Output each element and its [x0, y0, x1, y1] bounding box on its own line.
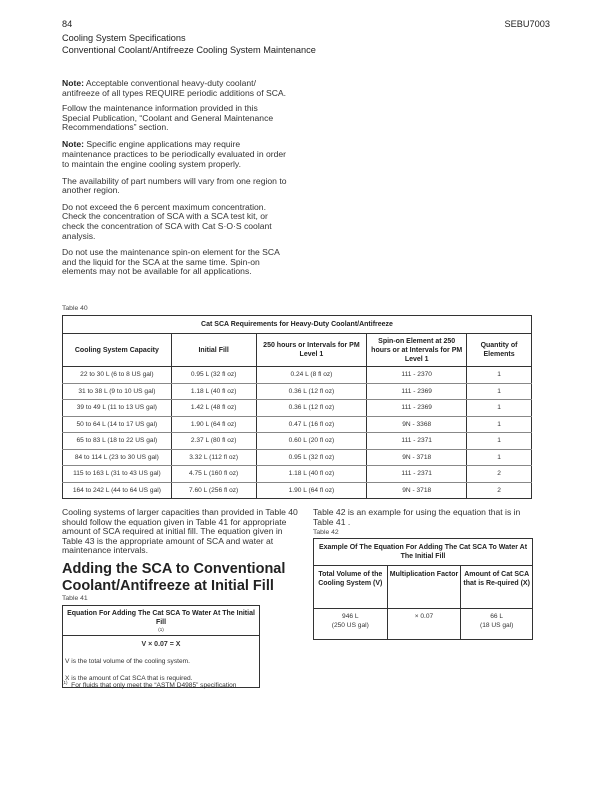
equation: V × 0.07 = X	[63, 636, 260, 654]
table-row: 39 to 49 L (11 to 13 US gal) 1.42 L (48 fl oz) 0.36 L (12 fl oz) 111 - 2369 1	[63, 400, 532, 417]
paragraph-7: Cooling systems of larger capacities than provided in Table 40 should follow the equation given in Table 41 for appropriate amount of SCA required at initial fill. The equation given in Table 43 is the appropriate amount of SCA and water at maintenance intervals.	[62, 507, 298, 556]
table-row: 50 to 64 L (14 to 17 US gal) 1.90 L (64 fl oz) 0.47 L (16 fl oz) 9N - 3368 1	[63, 416, 532, 433]
table-row: 84 to 114 L (23 to 30 US gal) 3.32 L (112 fl oz) 0.95 L (32 fl oz) 9N - 3718 1	[63, 449, 532, 466]
column-header: Cooling System Capacity	[63, 334, 172, 367]
example-table	[313, 538, 533, 640]
column-header: Quantity of Elements	[467, 334, 532, 367]
table-row: 115 to 163 L (31 to 43 US gal) 4.75 L (160 fl oz) 1.18 L (40 fl oz) 111 - 2371 2	[63, 466, 532, 483]
section-heading: Adding the SCA to Conventional Coolant/Antifreeze at Initial Fill	[62, 561, 286, 594]
table-title: Equation For Adding The Cat SCA To Water At The Initial Fill (1)	[63, 606, 260, 636]
footnote: $^{(1)}$ For fluids that only meet the “ASTM D4985” specification	[62, 680, 237, 690]
table-title: Example Of The Equation For Adding The Cat SCA To Water At The Initial Fill	[314, 539, 533, 566]
table-row: 65 to 83 L (18 to 22 US gal) 2.37 L (80 fl oz) 0.60 L (20 fl oz) 111 - 2371 1	[63, 433, 532, 450]
table-41-caption: Table 41	[62, 595, 88, 602]
paragraph-8: Table 42 is an example for using the equation that is in Table 41 .	[313, 507, 521, 527]
column-header: 250 hours or Intervals for PM Level 1	[256, 334, 367, 367]
column-header: Amount of Cat SCA that is Re-quired (X)	[461, 566, 533, 609]
table-42-caption: Table 42	[313, 529, 339, 536]
page-number: 84	[62, 19, 73, 29]
column-header: Multiplication Factor	[387, 566, 461, 609]
equation-table	[62, 605, 260, 688]
paragraph-4: The availability of part numbers will vary from one region to another region.	[62, 175, 287, 196]
footnote-ref: (1)	[158, 627, 164, 632]
column-header: Initial Fill	[171, 334, 256, 367]
note-label: Note:	[62, 78, 84, 88]
table-row: 31 to 38 L (9 to 10 US gal) 1.18 L (40 fl oz) 0.36 L (12 fl oz) 111 - 2369 1	[63, 383, 532, 400]
equation-definition-v: V is the total volume of the cooling system.	[63, 653, 260, 670]
intro-text	[62, 79, 287, 277]
table-40-caption: Table 40	[62, 305, 88, 312]
paragraph-6: Do not use the maintenance spin-on element for the SCA and the liquid for the SCA at the same time. Spin-on elements may not be available for all applications.	[62, 247, 280, 277]
note-paragraph-1: Note: Acceptable conventional heavy-duty coolant/ antifreeze of all types REQUIRE periodic additions of SCA.	[62, 78, 287, 98]
sca-requirements-table	[62, 315, 532, 499]
table-title: Cat SCA Requirements for Heavy-Duty Coolant/Antifreeze	[63, 316, 532, 334]
paragraph-5: Do not exceed the 6 percent maximum concentration. Check the concentration of SCA with a SCA test kit, or check the concentration of SCA with Cat S·O·S coolant analysis.	[62, 201, 272, 241]
table-row: 22 to 30 L (6 to 8 US gal) 0.95 L (32 fl oz) 0.24 L (8 fl oz) 111 - 2370 1	[63, 367, 532, 384]
note-paragraph-3: Note: Specific engine applications may require maintenance practices to be periodically evaluated in order to maintain the engine cooling system properly.	[62, 138, 287, 170]
table-row: 946 L (250 US gal) × 0.07 66 L (18 US gal)	[314, 609, 533, 640]
section-title: Cooling System Specifications	[62, 33, 186, 43]
paragraph-2: Follow the maintenance information provided in this Special Publication, “Coolant and General Maintenance Recommendations” section.	[62, 103, 274, 133]
table-row: 164 to 242 L (44 to 64 US gal) 7.60 L (256 fl oz) 1.90 L (64 fl oz) 9N - 3718 2	[63, 482, 532, 499]
subsection-title: Conventional Coolant/Antifreeze Cooling System Maintenance	[62, 45, 316, 55]
document-id: SEBU7003	[504, 19, 550, 29]
note-label: Note:	[62, 138, 84, 149]
column-header: Total Volume of the Cooling System (V)	[314, 566, 388, 609]
equation-definition-x: X is the amount of Cat SCA that is required.	[63, 670, 260, 688]
column-header: Spin-on Element at 250 hours or at Intervals for PM Level 1	[367, 334, 467, 367]
